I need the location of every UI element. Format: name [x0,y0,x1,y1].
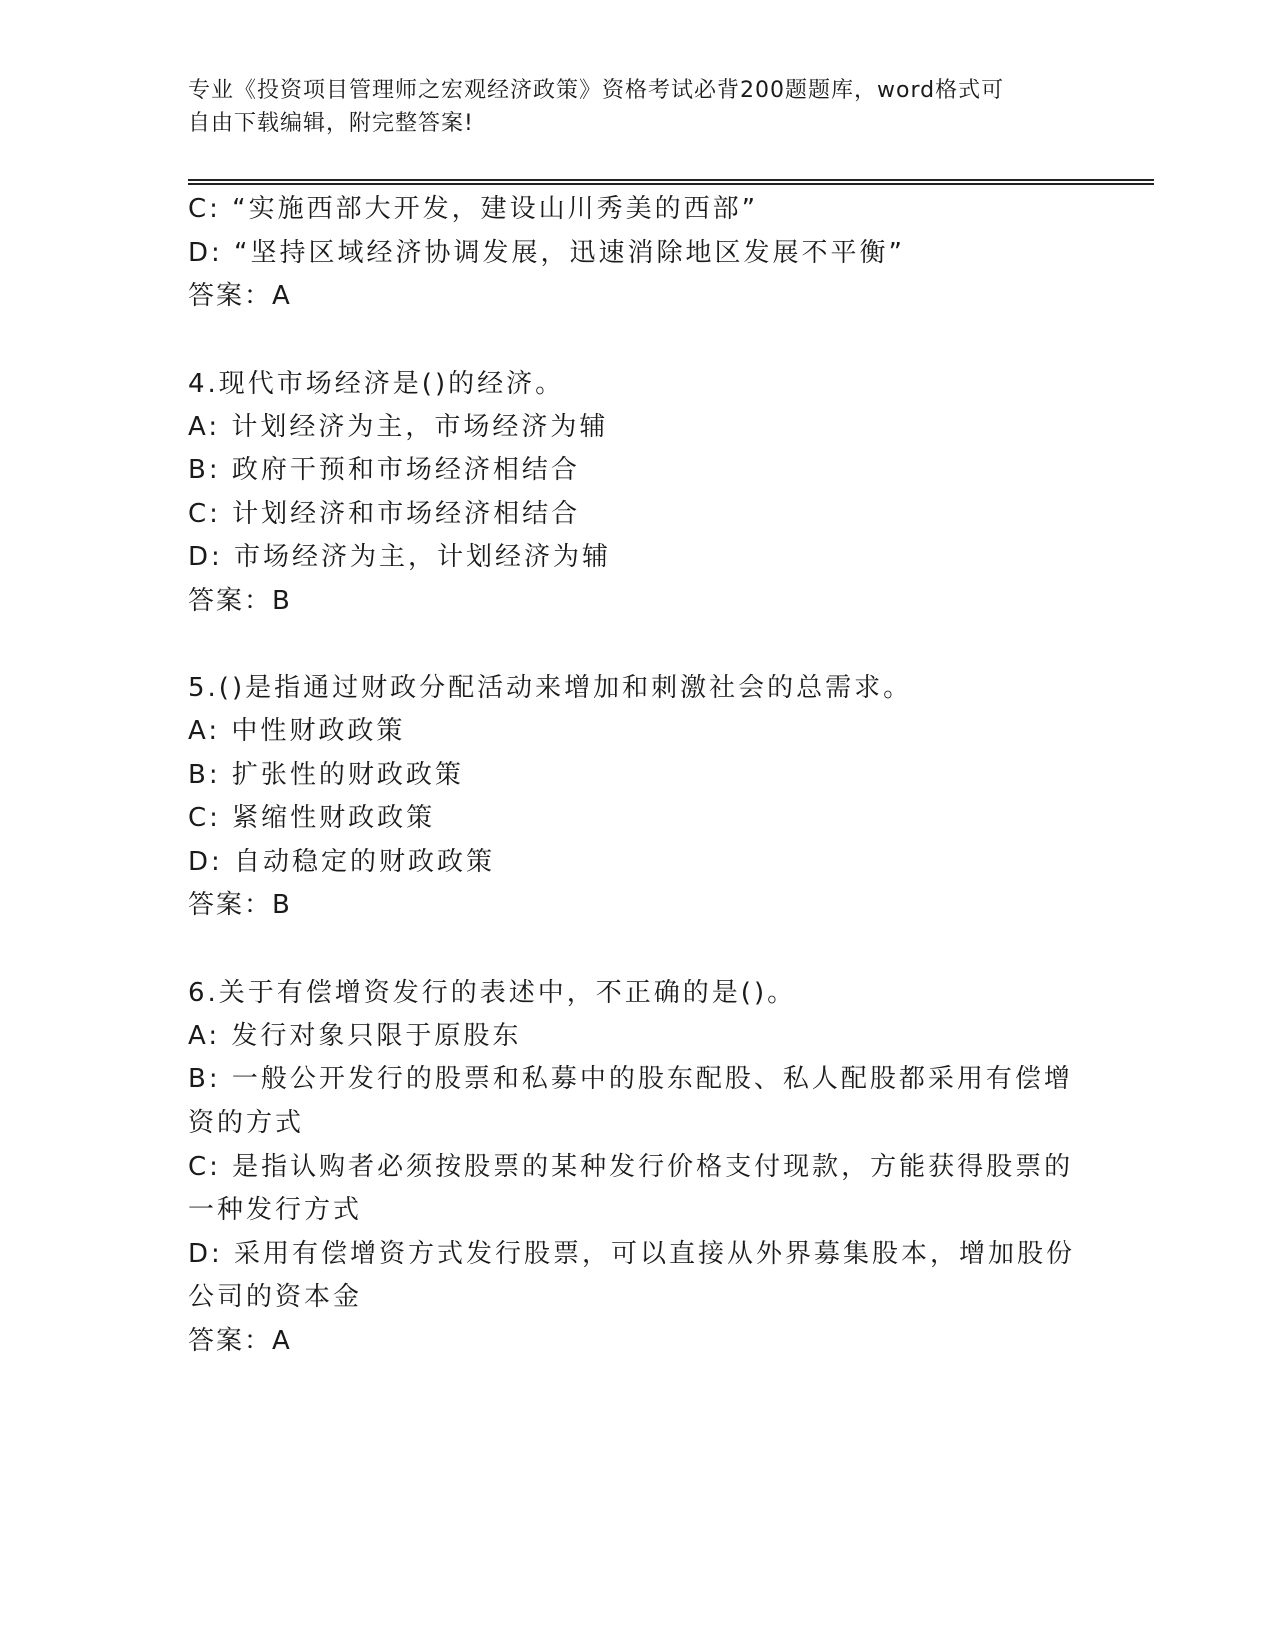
q5-option-b: B: 扩张性的财政政策 [188,760,464,790]
q6-stem: 6.关于有偿增资发行的表述中，不正确的是()。 [188,978,797,1008]
header-line-1: 专业《投资项目管理师之宏观经济政策》资格考试必背200题题库，word格式可 [188,78,1005,103]
q5-stem: 5.()是指通过财政分配活动来增加和刺激社会的总需求。 [188,673,913,703]
q4-option-d: D: 市场经济为主，计划经济为辅 [188,542,612,572]
q6-option-c-line-1: C: 是指认购者必须按股票的某种发行价格支付现款，方能获得股票的 [188,1152,1074,1182]
header-line-2: 自由下载编辑，附完整答案! [188,111,474,136]
header-divider-bottom [188,183,1154,185]
q4-option-a: A: 计划经济为主，市场经济为辅 [188,412,609,442]
q4-answer: 答案：B [188,586,292,616]
q6-option-b-line-2: 资的方式 [188,1108,305,1138]
q6-option-a: A: 发行对象只限于原股东 [188,1021,522,1051]
q5-option-c: C: 紧缩性财政政策 [188,803,436,833]
q4-option-c: C: 计划经济和市场经济相结合 [188,499,581,529]
q6-option-c-line-2: 一种发行方式 [188,1195,363,1225]
q4-stem: 4.现代市场经济是()的经济。 [188,369,565,399]
q3-answer: 答案：A [188,281,292,311]
q4-option-b: B: 政府干预和市场经济相结合 [188,455,580,485]
document-header [188,74,1068,140]
q3-option-c: C: “实施西部大开发，建设山川秀美的西部” [188,194,759,224]
q6-option-d-line-1: D: 采用有偿增资方式发行股票，可以直接从外界募集股本，增加股份 [188,1239,1076,1269]
q6-answer: 答案：A [188,1326,292,1356]
q3-option-d: D: “坚持区域经济协调发展，迅速消除地区发展不平衡” [188,238,905,268]
q6-option-b-line-1: B: 一般公开发行的股票和私募中的股东配股、私人配股都采用有偿增 [188,1064,1073,1094]
q5-option-a: A: 中性财政政策 [188,716,406,746]
q5-option-d: D: 自动稳定的财政政策 [188,847,496,877]
q5-answer: 答案：B [188,890,292,920]
q6-option-d-line-2: 公司的资本金 [188,1282,363,1312]
header-divider-top [188,179,1154,181]
